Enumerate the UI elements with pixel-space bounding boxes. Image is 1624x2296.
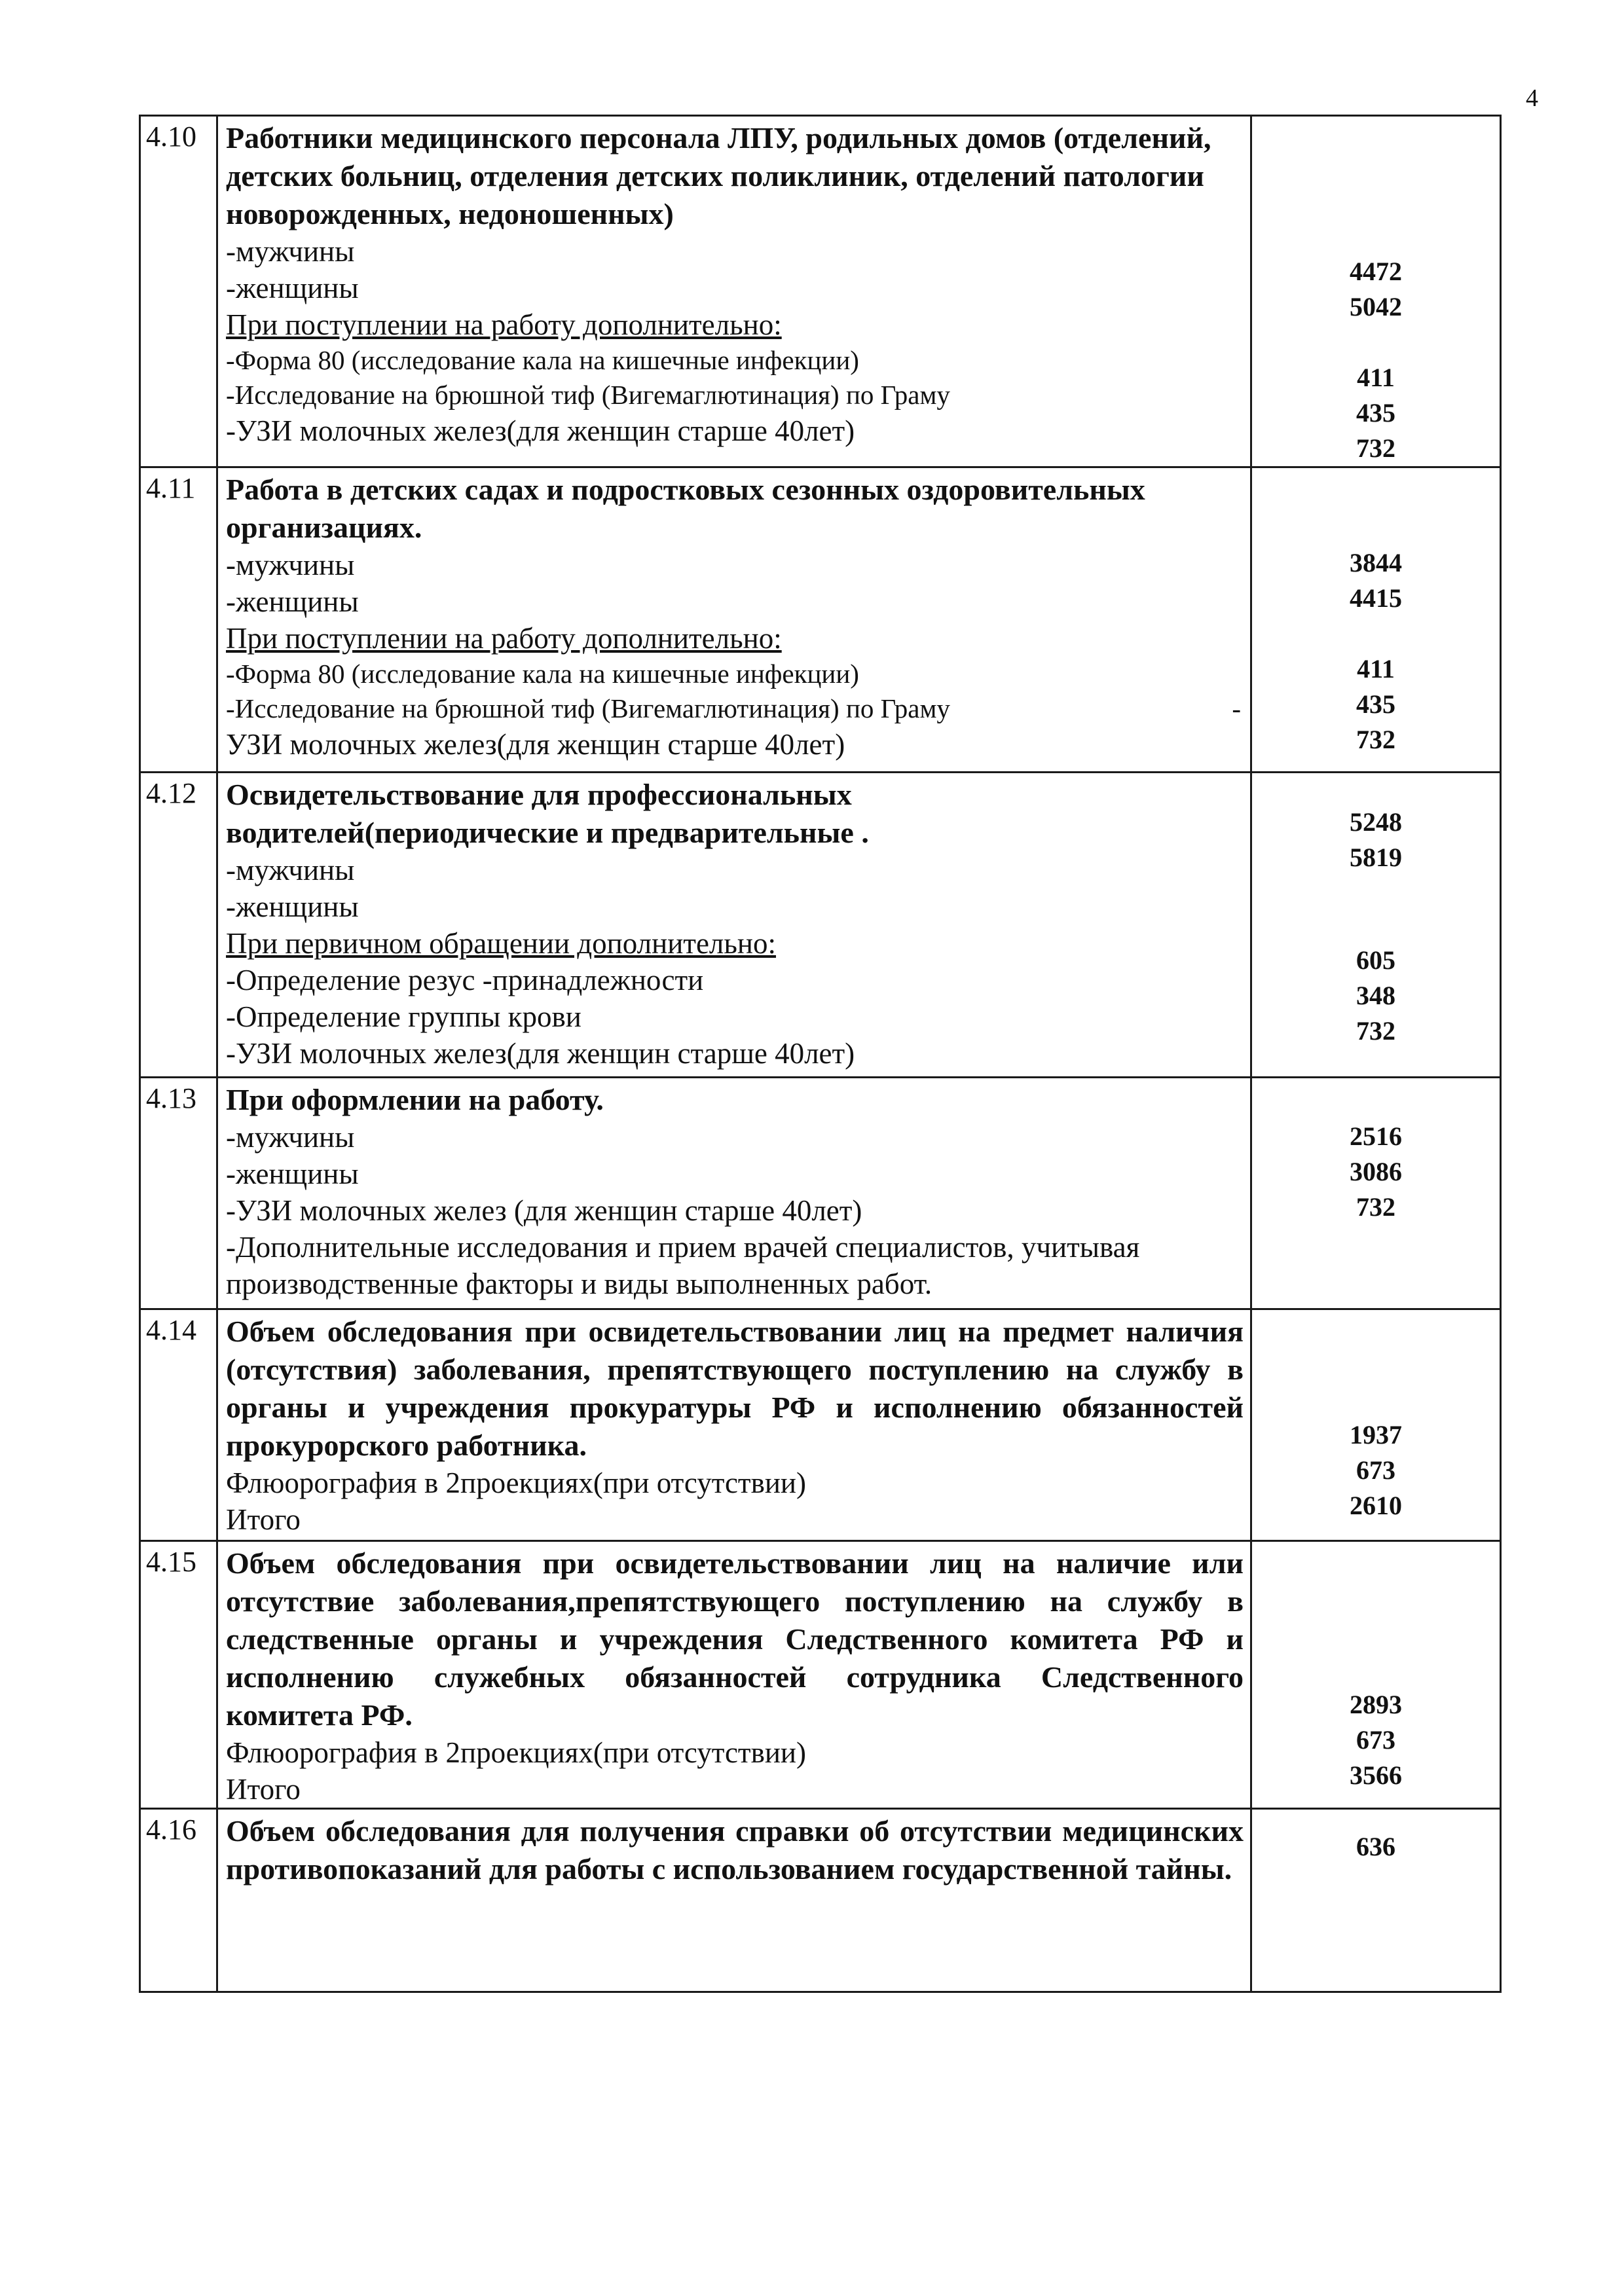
price-cell [1251,773,1501,1078]
price-value: 411 [1357,654,1395,683]
service-description [217,773,1251,1078]
list-item: -УЗИ молочных желез(для женщин старше 40лет) [226,414,855,447]
price-cell [1251,1809,1501,1992]
price-cell [1251,1078,1501,1309]
price-table [139,115,1502,1993]
price-value: 673 [1356,1725,1395,1755]
row-number: 4.12 [140,773,217,1078]
service-title: Объем обследования для получения справки об отсутствии медицинских противопоказаний для работы с использованием государственной тайны. [226,1814,1244,1886]
list-item: -мужчины [226,235,355,268]
list-item: -женщины [226,585,359,618]
table-row [140,773,1501,1078]
service-description [217,1541,1251,1809]
list-item: -Форма 80 (исследование кала на кишечные инфекции) [226,659,859,689]
list-item: -женщины [226,890,359,923]
table-row [140,1809,1501,1992]
price-value: 3566 [1350,1760,1402,1790]
price-value: 5248 [1350,807,1402,837]
list-item: УЗИ молочных желез(для женщин старше 40лет) [226,728,845,761]
price-value: 636 [1356,1832,1395,1861]
price-value: 5042 [1350,292,1402,321]
additional-header: При поступлении на работу дополнительно: [226,622,782,655]
service-title: Объем обследования при освидетельствовании лиц на предмет наличия (отсутствия) заболевания, препятствующего поступлению на службу в органы и учреждения прокуратуры РФ и исполнению обязанностей прокурорского работника. [226,1315,1244,1462]
price-value: 411 [1357,363,1395,392]
row-number: 4.15 [140,1541,217,1809]
table-row [140,116,1501,467]
service-title: Объем обследования при освидетельствовании лиц на наличие или отсутствие заболевания,препятствующего поступлению на службу в следственные органы и учреждения Следственного комитета РФ и исполнению служебных обязанностей сотрудника Следственного комитета РФ. [226,1546,1244,1732]
list-item: -Исследование на брюшной тиф (Вигемаглютинация) по Граму [226,380,950,410]
service-title: Работники медицинского персонала ЛПУ, родильных домов (отделений, детских больниц, отделения детских поликлиник, отделений патологии новорожденных, недоношенных) [226,121,1211,230]
row-number: 4.14 [140,1309,217,1541]
price-cell [1251,467,1501,773]
table-row [140,1309,1501,1541]
price-value: 605 [1356,945,1395,975]
price-value: 732 [1356,433,1395,463]
list-item: Флюорография в 2проекциях(при отсутствии) [226,1467,806,1499]
price-value: 732 [1356,1192,1395,1222]
table-row [140,467,1501,773]
row-number: 4.11 [140,467,217,773]
service-title: Работа в детских садах и подростковых сезонных оздоровительных организациях. [226,473,1145,544]
list-item-text: -Исследование на брюшной тиф (Вигемаглютинация) по Граму [226,693,950,723]
price-value: 4415 [1350,583,1402,613]
list-item: -женщины [226,1157,359,1190]
price-value: 673 [1356,1455,1395,1485]
table-row [140,1078,1501,1309]
price-value: 732 [1356,1016,1395,1046]
service-description [217,1078,1251,1309]
price-value: 435 [1356,398,1395,428]
table-row [140,1541,1501,1809]
service-description [217,116,1251,467]
list-item: -Определение резус -принадлежности [226,964,704,996]
list-item: -УЗИ молочных желез(для женщин старше 40лет) [226,1037,855,1070]
row-number: 4.10 [140,116,217,467]
list-item: -женщины [226,272,359,304]
price-value: 3086 [1350,1157,1402,1186]
price-value: 4472 [1350,257,1402,286]
price-value: 435 [1356,689,1395,719]
page-number: 4 [1526,84,1538,112]
list-item: -Дополнительные исследования и прием врачей специалистов, учитывая производственные факторы и виды выполненных работ. [226,1231,1140,1300]
price-value: 2893 [1350,1690,1402,1719]
price-value: 732 [1356,725,1395,754]
price-value: 348 [1356,981,1395,1010]
price-cell [1251,1541,1501,1809]
price-value: 3844 [1350,548,1402,577]
list-item: -мужчины [226,549,355,581]
list-item: -мужчины [226,1121,355,1154]
list-item-dash: - [1232,693,1241,723]
additional-header: При первичном обращении дополнительно: [226,927,776,960]
additional-header: При поступлении на работу дополнительно: [226,308,782,341]
list-item: Итого [226,1503,301,1536]
row-number: 4.16 [140,1809,217,1992]
service-description [217,467,1251,773]
service-description [217,1309,1251,1541]
row-number: 4.13 [140,1078,217,1309]
list-item: -Определение группы крови [226,1000,581,1033]
price-cell [1251,1309,1501,1541]
service-title: При оформлении на работу. [226,1083,604,1116]
price-value: 2516 [1350,1121,1402,1151]
list-item: -Форма 80 (исследование кала на кишечные инфекции) [226,345,859,375]
service-description [217,1809,1251,1992]
price-value: 1937 [1350,1420,1402,1449]
list-item: -УЗИ молочных желез (для женщин старше 40лет) [226,1194,862,1227]
list-item: Флюорография в 2проекциях(при отсутствии) [226,1736,806,1769]
price-value: 2610 [1350,1491,1402,1520]
list-item: Итого [226,1773,301,1806]
list-item: -мужчины [226,854,355,886]
price-cell [1251,116,1501,467]
list-item [226,691,1244,726]
price-value: 5819 [1350,843,1402,872]
service-title: Освидетельствование для профессиональных водителей(периодические и предварительные . [226,778,869,849]
